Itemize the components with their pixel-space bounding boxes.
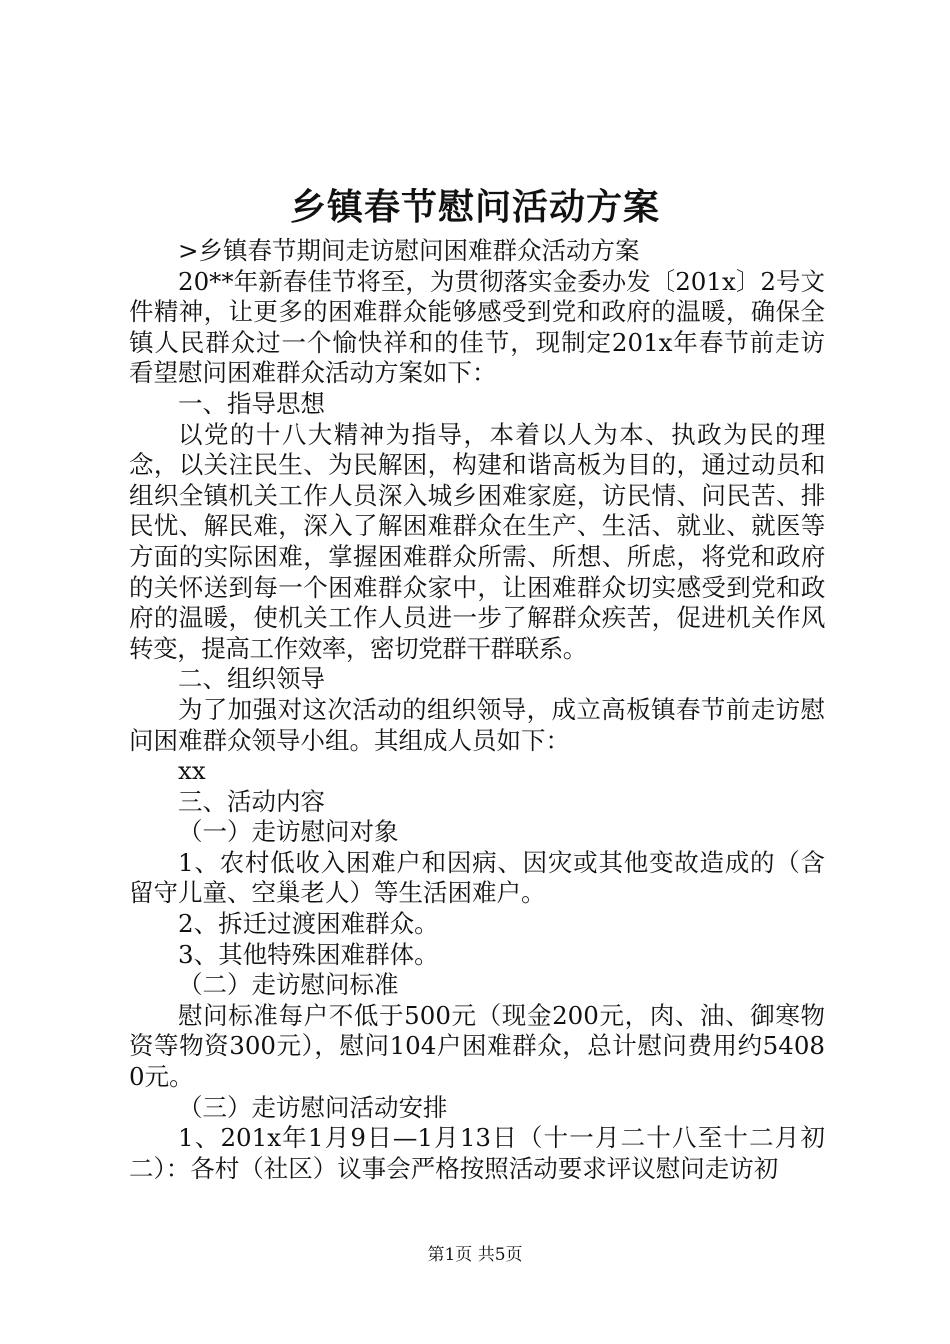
document-title: 乡镇春节慰问活动方案 xyxy=(289,186,660,228)
schedule-item-1: 1、201x年1月9日—1月13日（十一月二十八至十二月初二）：各村（社区）议事会严格按照活动要求评议慰问走访初 xyxy=(129,1123,825,1183)
guiding-ideology-paragraph: 以党的十八大精神为指导，本着以人为本、执政为民的理念，以关注民生、为民解困，构建和谐高板为目的，通过动员和组织全镇机关工作人员深入城乡困难家庭，访民情、问民苦、排民忧、解民难，深入了解困难群众在生产、生活、就业、就医等方面的实际困难，掌握困难群众所需、所想、所虑，将党和政府的关怀送到每一个困难群众家中，让困难群众切实感受到党和政府的温暖，使机关工作人员进一步了解群众疾苦，促进机关作风转变，提高工作效率，密切党群干群联系。 xyxy=(129,419,825,663)
target-item-2: 2、拆迁过渡困难群众。 xyxy=(178,909,439,939)
page-footer: 第1页 共5页 xyxy=(427,1245,523,1265)
section-heading-guiding-ideology: 一、指导思想 xyxy=(178,388,325,418)
target-item-1: 1、农村低收入困难户和因病、因灾或其他变故造成的（含留守儿童、空巢老人）等生活困难户。 xyxy=(129,847,825,908)
organization-paragraph: 为了加强对这次活动的组织领导，成立高板镇春节前走访慰问困难群众领导小组。其组成人员如下： xyxy=(129,694,825,755)
subtitle-line: >乡镇春节期间走访慰问困难群众活动方案 xyxy=(178,236,640,265)
members-line: xx xyxy=(178,756,206,786)
section-heading-activities: 三、活动内容 xyxy=(178,786,325,816)
section-heading-organization: 二、组织领导 xyxy=(178,664,325,694)
subheading-visit-standard: （二）走访慰问标准 xyxy=(178,970,399,1000)
subheading-visit-targets: （一）走访慰问对象 xyxy=(178,817,399,847)
document-body xyxy=(129,236,825,1184)
target-item-3: 3、其他特殊困难群体。 xyxy=(178,939,439,969)
standard-paragraph: 慰问标准每户不低于500元（现金200元，肉、油、御寒物资等物资300元），慰问104户困难群众，总计慰问费用约54080元。 xyxy=(129,1000,825,1092)
subheading-visit-schedule: （三）走访慰问活动安排 xyxy=(178,1092,448,1122)
intro-paragraph: 20**年新春佳节将至，为贯彻落实金委办发〔201x〕2号文件精神，让更多的困难群众能够感受到党和政府的温暖，确保全镇人民群众过一个愉快祥和的佳节，现制定201x年春节前走访看望慰问困难群众活动方案如下： xyxy=(129,266,825,388)
